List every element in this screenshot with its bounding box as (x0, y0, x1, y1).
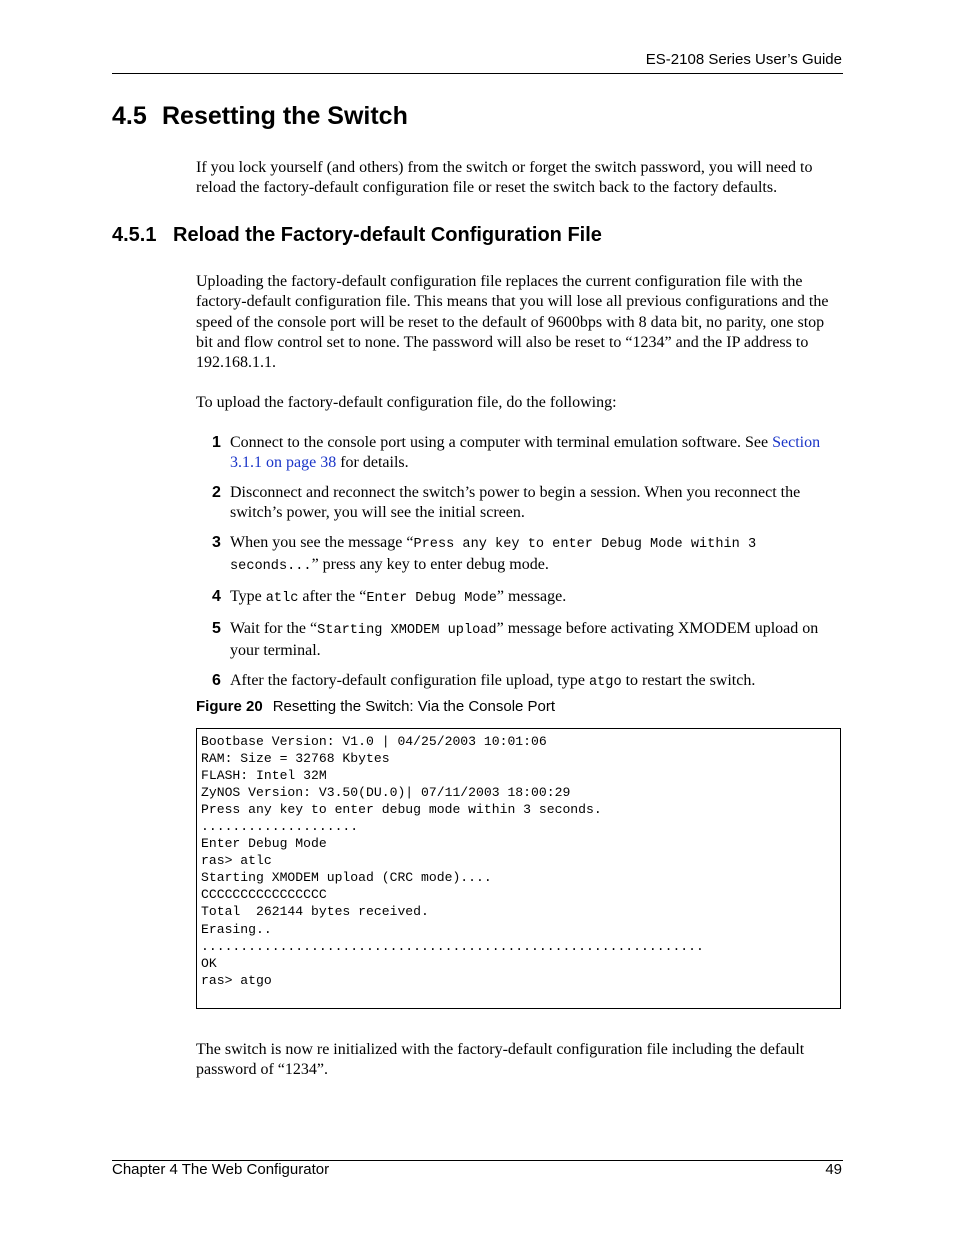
step-text: ” message before activating XMODEM upload on your terminal. (230, 619, 819, 659)
step-item (196, 671, 844, 693)
inline-code: atgo (588, 674, 622, 690)
step-text: When you see the message “ (230, 533, 414, 551)
step-text: Connect to the console port using a computer with terminal emulation software. See (230, 434, 773, 451)
step-text: Wait for the “ (230, 619, 318, 637)
intro-paragraph: If you lock yourself (and others) from the switch or forget the switch password, you will need to reload the factory-default configuration file or reset the switch back to the factory defaults. (196, 159, 813, 197)
step-text: Type (230, 587, 266, 605)
section-link[interactable]: Section 3.1.1 on page 38 (230, 434, 821, 472)
body-paragraph-result: The switch is now re initialized with the factory-default configuration file including the default password of “1234”. (196, 1041, 805, 1079)
console-line: Press any key to enter debug mode within 3 seconds. (201, 802, 602, 818)
section-number: 4.5 (112, 102, 147, 130)
body-paragraph-reload: Uploading the factory-default configuration file replaces the current configuration file with the factory-default configuration file. This means that you will lose all previous configurations and the speed of the console port will be reset to the default of 9600bps with 8 data bit, no parity, one stop bit and flow control set to none. The password will also be reset to “1234” and the IP address to 192.168.1.1. (196, 273, 829, 372)
console-line: RAM: Size = 32768 Kbytes (201, 751, 390, 767)
step-text: for details. (336, 454, 409, 472)
console-line: Enter Debug Mode (201, 836, 327, 852)
step-item (196, 587, 844, 609)
console-line: .................... (201, 819, 359, 835)
console-line: ................................................................ (201, 938, 704, 954)
subsection-title: Reload the Factory-default Configuration File (173, 224, 602, 246)
subsection-heading (112, 224, 602, 247)
step-text: ” press any key to enter debug mode. (311, 556, 549, 574)
console-line: Bootbase Version: V1.0 | 04/25/2003 10:01:06 (201, 734, 547, 749)
console-line: CCCCCCCCCCCCCCCC (201, 887, 327, 903)
step-text: Disconnect and reconnect the switch’s power to begin a session. When you reconnect the switch’s power, you will see the initial screen. (230, 483, 801, 522)
figure-caption (196, 698, 555, 715)
step-item (196, 483, 844, 524)
section-heading (112, 102, 408, 131)
console-line: FLASH: Intel 32M (201, 768, 327, 784)
step-item (196, 619, 844, 662)
step-item (196, 533, 844, 578)
figure-label: Figure 20 (196, 698, 263, 715)
figure-caption-text: Resetting the Switch: Via the Console Port (272, 698, 556, 715)
inline-code: Enter Debug Mode (366, 590, 497, 606)
header-divider (112, 73, 843, 74)
step-item (196, 433, 844, 474)
step-number: 5 (212, 619, 221, 637)
subsection-number: 4.5.1 (112, 224, 157, 246)
step-number: 6 (212, 671, 221, 689)
console-line: Total 262144 bytes received. (201, 904, 429, 920)
footer-chapter: Chapter 4 The Web Configurator (112, 1161, 330, 1178)
console-line: ras> atlc (201, 853, 272, 869)
step-text: ” message. (496, 587, 567, 605)
page-number: 49 (825, 1161, 842, 1178)
step-number: 3 (212, 533, 221, 551)
step-number: 1 (212, 434, 221, 451)
body-paragraph-instructions: To upload the factory-default configuration file, do the following: (196, 394, 617, 411)
running-header: ES-2108 Series User’s Guide (645, 51, 842, 68)
steps-list (196, 433, 844, 702)
console-line: ras> atgo (201, 972, 272, 988)
step-text: to restart the switch. (621, 671, 756, 689)
section-title: Resetting the Switch (162, 102, 408, 130)
console-output-box (196, 728, 841, 1009)
console-line: Erasing.. (201, 921, 272, 937)
step-number: 2 (212, 483, 221, 501)
console-line: Starting XMODEM upload (CRC mode).... (201, 870, 492, 886)
console-line: ZyNOS Version: V3.50(DU.0)| 07/11/2003 18:00:29 (201, 785, 571, 801)
inline-code: Press any key to enter Debug Mode within 3 seconds... (230, 536, 757, 575)
step-text: after the “ (298, 587, 367, 605)
step-number: 4 (212, 587, 221, 605)
console-line: OK (201, 955, 217, 971)
inline-code: Starting XMODEM upload (317, 622, 497, 638)
inline-code: atlc (265, 590, 299, 606)
step-text: After the factory-default configuration file upload, type (230, 671, 589, 689)
